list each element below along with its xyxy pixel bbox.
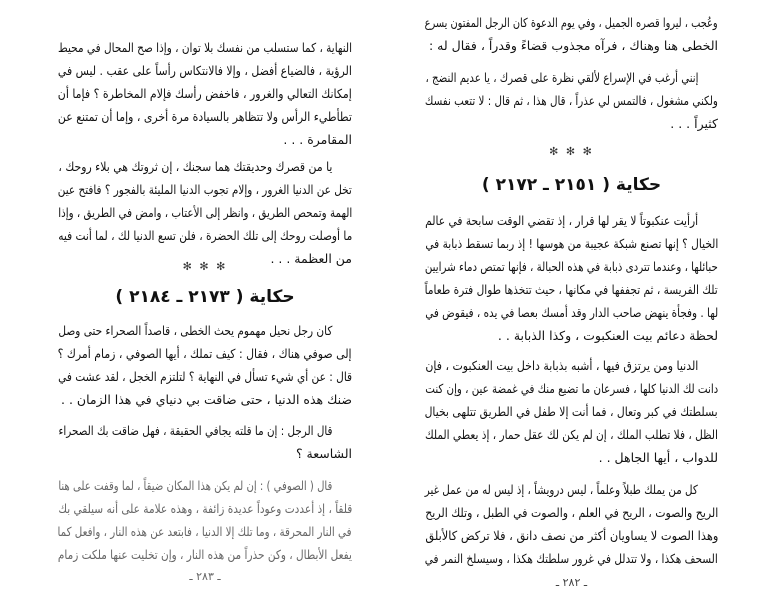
text-line [425, 478, 718, 501]
text-line [58, 442, 352, 465]
text-line-content: الخيال ؟ إنها تصنع شبكة عجيبة من هوسها ! إذ ربما تسقط ذبابة في [425, 236, 718, 251]
text-line-content: وعُجب ، ليروا قصره الجميل ، وفي يوم الدعوة كان الرجل المفتون يسرع [425, 15, 718, 30]
text-line-content: لها . وفجأة ينهض صاحب الدار وقد أمسك بعصا في يده ، فيقوض في [425, 305, 718, 320]
paragraph [425, 354, 718, 469]
text-line [58, 178, 352, 201]
text-line [425, 547, 718, 570]
text-line-content: الظل ، فلا تطلب الملك ، إن لم يكن لك عقل حمار ، إذ يعطي الملك [425, 427, 718, 442]
text-line [58, 201, 352, 224]
text-line-content: كثيراً . . . [670, 116, 718, 131]
text-line-content: الشاسعة ؟ [295, 446, 352, 461]
text-line [425, 377, 718, 400]
text-line [58, 543, 352, 566]
section-title: حكاية ( ٢١٧٣ ـ ٢١٨٤ ) [115, 287, 295, 307]
text-line [425, 11, 718, 34]
text-line [58, 128, 352, 151]
text-line [58, 319, 352, 342]
paragraph [425, 209, 718, 347]
text-line-content: قال الرجل : إن ما قلته يجافي الحقيقة ، فهل ضاقت بك الصحراء [58, 423, 332, 438]
text-line-content: الهمة وتمحص الطريق ، وانظر إلى الأعتاب ، وامض في الطريق ، وإذا [58, 205, 352, 220]
text-line-content: بسلطتك في كبر وتعال ، فما أنت إلا طفل في الطريق تتلهى بخيال [425, 404, 718, 419]
right-page [388, 0, 775, 599]
text-line [58, 105, 352, 128]
section-separator: ✻ ✻ ✻ [549, 145, 594, 158]
paragraph [425, 11, 718, 57]
text-line [425, 112, 718, 135]
text-line-content: ولكني مشغول ، فالتمس لي عذراً ، قال هذا ، ثم قال : لا تتعب نفسك [425, 93, 718, 108]
text-line-content: الرؤية ، فالضياع أفضل ، وإلا فالانتكاس رأساً على عقب . ليس في [58, 63, 352, 78]
text-line [58, 497, 352, 520]
text-line-content: قال ( الصوفي ) : إن لم يكن هذا المكان ضيقاً ، لما وقفت على هنا [58, 478, 332, 493]
text-line-content: تخل عن الدنيا الغرور ، وإلام تجوب الدنيا المليئة بالفجور ؟ فافتح عين [58, 182, 352, 197]
text-line-content: السحف هكذا ، ولا تتدلل في غرور سلطتك هكذا ، وسيسلخ النمر في [425, 551, 718, 566]
text-line-content: إلى صوفي هناك ، فقال : كيف تملك ، أيها الصوفي ، زمام أمرك ؟ [58, 346, 352, 361]
paragraph [58, 155, 352, 270]
paragraph [58, 474, 352, 566]
text-line-content: ما أوصلت روحك إلى تلك الحضرة ، فلن تسع الدنيا لك ، لما أنت فيه [58, 228, 352, 243]
paragraph [425, 478, 718, 570]
text-line-content: كان رجل نحيل مهموم يحث الخطى ، قاصداً الصحراء حتى وصل [58, 323, 332, 338]
text-line [58, 520, 352, 543]
text-line-content: ضنك هذه الدنيا ، حتى ضاقت بي دنياي في هذا الزمان . . [61, 392, 352, 407]
text-line-content: قال : عن أي شيء تسأل في النهاية ؟ لتلتزم الخجل ، لقد عشت في [58, 369, 352, 384]
text-line-content: حبائلها ، وعندما تتردى ذبابة في هذه الحبالة ، فإنها تمتص دماء شرايين [425, 259, 718, 274]
text-line [58, 224, 352, 247]
text-line-content: إمكانك التعالي والغرور ، فاخفض رأسك فإلام المخاطرة ؟ فإما أن [58, 86, 352, 101]
text-line [425, 278, 718, 301]
paragraph [58, 419, 352, 465]
text-line-content: في النار المحرقة ، وما تلك إلا الدنيا ، فابتعد عن هذه النار ، وافعل كما [58, 524, 352, 539]
page-number: ـ ٢٨٣ ـ [189, 570, 221, 583]
text-line-content: من العظمة . . . [270, 251, 352, 266]
text-line-content: كل من يملك طبلاً وعلماً ، ليس درويشاً ، إذ ليس له من عمل غير [425, 482, 698, 497]
text-line [425, 524, 718, 547]
text-line-content: النهاية ، كما ستسلب من نفسك بلا توان ، وإذا صح المحال في محيط [58, 40, 352, 55]
text-line-content: تطأطيء الرأس ولا تتظاهر بالسيادة مرة أخرى ، وإما أن تمتنع عن [58, 109, 352, 124]
text-line-content: للدواب ، أيها الجاهل . . [598, 450, 718, 465]
text-line [58, 474, 352, 497]
text-line [425, 209, 718, 232]
section-separator: ✻ ✻ ✻ [182, 260, 228, 273]
text-line [425, 89, 718, 112]
text-line [425, 446, 718, 469]
text-line-content: يا من قصرك وحديقتك هما سجنك ، إن ثروتك هي بلاء روحك ، [58, 159, 332, 174]
text-line-content: الريح والصوت ، الريح في العلم ، والصوت في الطبل ، وتلك الريح [425, 505, 718, 520]
text-line [425, 354, 718, 377]
text-line-content: الخطى هنا وهناك ، فرآه مجذوب قضاءً وقدراً ، فقال له : [428, 38, 718, 53]
text-line [425, 34, 718, 57]
text-line [425, 232, 718, 255]
text-line-content: إنني أرغب في الإسراع لألقي نظرة على قصرك ، يا عديم النضج ، [425, 70, 698, 85]
text-line [425, 301, 718, 324]
text-line [58, 365, 352, 388]
text-line-content: قلقاً ، إذ أعددت وعوداً عديدة زائفة ، وهذه علامة على أنه سيلقي بك [58, 501, 352, 516]
text-line [58, 36, 352, 59]
text-line-content: أرأيت عنكبوتاً لا يقر لها قرار ، إذ تقضي الوقت سابحة في عالم [425, 213, 698, 228]
text-line [58, 388, 352, 411]
text-line-content: لحظة دعائم بيت العنكبوت ، وكذا الذبابة . . [497, 328, 718, 343]
text-line [58, 155, 352, 178]
text-line [425, 324, 718, 347]
text-line [425, 66, 718, 89]
text-line [425, 255, 718, 278]
text-line [425, 501, 718, 524]
paragraph [58, 319, 352, 411]
page-number: ـ ٢٨٢ ـ [555, 576, 588, 589]
paragraph [58, 36, 352, 151]
text-line-content: دانت لك الدنيا كلها ، فسرعان ما تضيع منك في غمضة عين ، وإن كنت [425, 381, 718, 396]
text-line-content: يفعل الأبطال ، وكن حذراً من هذه النار ، وإن تخليت عنها ملكت زمام [58, 547, 352, 562]
text-line [425, 400, 718, 423]
text-line [58, 82, 352, 105]
text-line-content: المقامرة . . . [283, 132, 352, 147]
paragraph [425, 66, 718, 135]
text-line [58, 59, 352, 82]
text-line-content: وهذا الصوت لا يساويان أكثر من نصف دانق ، فلا تركض كالأبلق [425, 528, 718, 543]
section-title: حكاية ( ٢١٥١ ـ ٢١٧٢ ) [481, 175, 662, 195]
text-line [425, 423, 718, 446]
text-line [58, 419, 352, 442]
text-line [58, 342, 352, 365]
text-line-content: الدنيا ومن يرتزق فيها ، أشبه بذبابة داخل بيت العنكبوت ، فإن [425, 358, 698, 373]
text-line-content: تلك الفريسة ، ثم تجففها في مكانها ، حيث تتخذها طوال فترة طعاماً [425, 282, 718, 297]
